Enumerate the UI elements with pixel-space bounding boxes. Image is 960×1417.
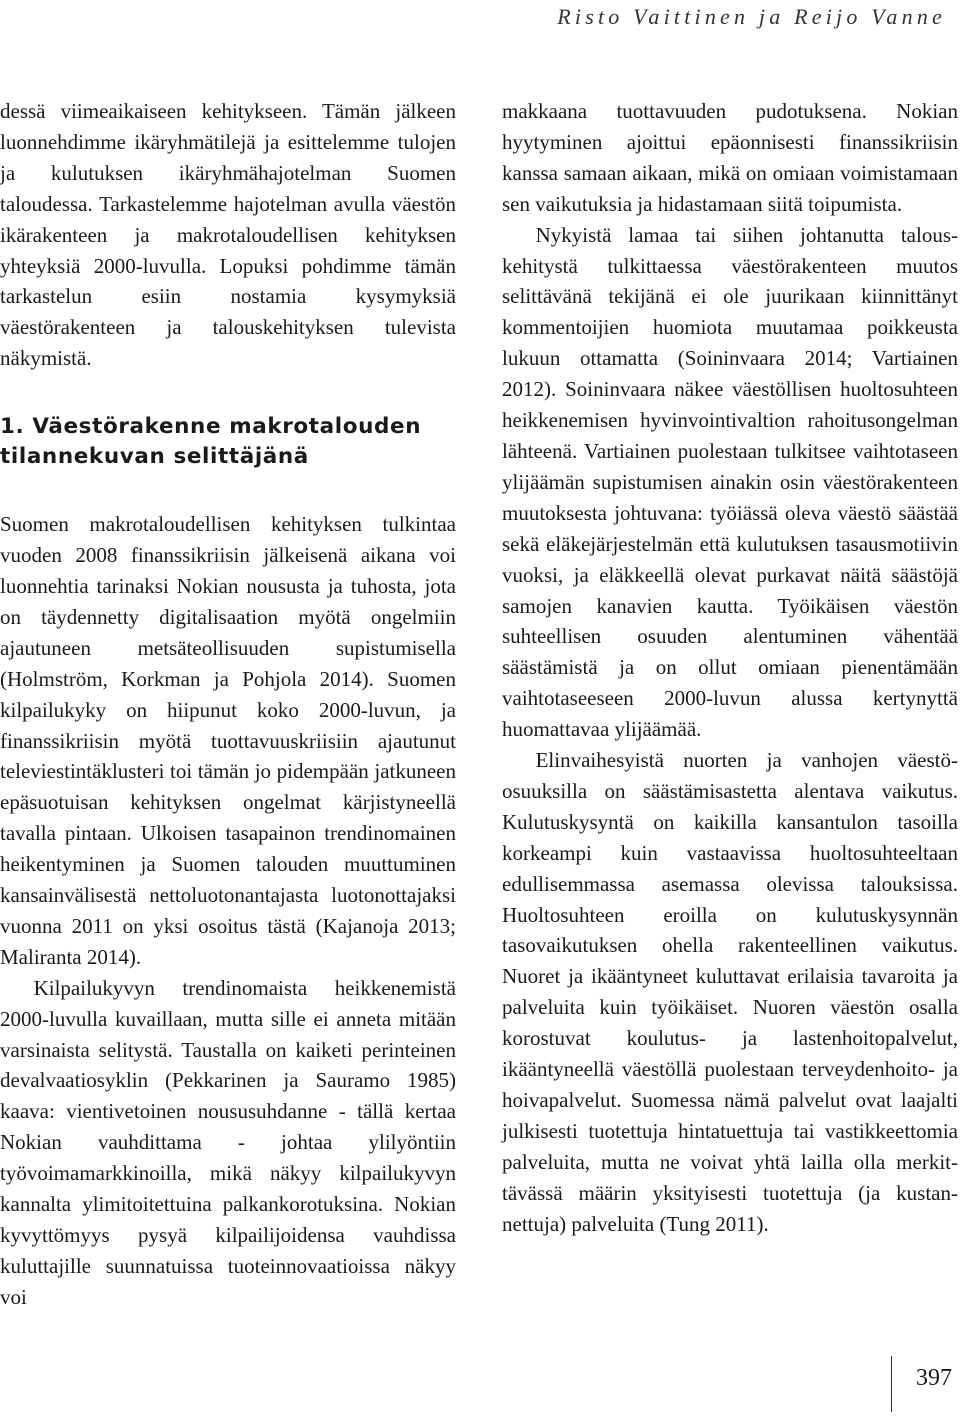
footer-divider [891,1356,892,1412]
right-column [502,96,958,1240]
body-paragraph: makkaana tuottavuuden pudotuksena. Nokian hyytyminen ajoittui epäonnisesti finanssikriisin kanssa samaan aikaan, mikä on omiaan voimistamaan sen vaikutuksia ja hidastamaan siitä toipumista. [502,99,958,216]
body-paragraph: Elinvaihesyistä nuorten ja vanhojen väestöosuuksilla on säästämisastetta alentava vaikutus. Kulutuskysyntä on kaikilla kansantulon tasoilla korkeampi kuin vastaavissa huoltosuhteeltaan edullisemmassa asemassa olevissa talouksissa. Huoltosuhteen eroilla on kulutuskysynnän tasovaikutuksen ohella rakenteellinen vaikutus. Nuoret ja ikääntyneet kuluttavat erilaisia tavaroita ja palveluita kuin työikäiset. Nuoren väestön osalla korostuvat koulutus- ja lastenhoitopalvelut, ikääntyneellä väestöllä puolestaan terveydenhoito- ja hoivapalvelut. Suomessa nämä palvelut ovat laajalti julkisesti tuotettuja hintatuettuja tai vastikkeettomia palveluita, mutta ne voivat yhtä lailla olla merkittävässä määrin yksityisesti tuotettuja (ja kustannettuja) palveluita (Tung 2011). [502,748,958,1236]
section-title: Väestörakenne makrotalouden tilannekuvan selittäjänä [0,414,422,469]
running-head-authors: Risto Vaittinen ja Reijo Vanne [557,4,946,29]
section-number: 1. [0,414,25,440]
left-column [0,96,456,1313]
intro-paragraph: dessä viimeaikaiseen kehitykseen. Tämän jälkeen luonnehdimme ikäryhmätilejä ja esittelemme tulojen ja kulutuksen ikäryhmähajotelman Suomen taloudessa. Tarkastelemme hajotelman avulla väestön ikärakenteen ja makrotaloudellisen kehityksen yhteyksiä 2000-luvulla. Lopuksi pohdimme tämän tarkastelun esiin nostamia kysymyksiä väestörakenteen ja talouskehityksen tulevista näkymistä. [0,99,456,371]
body-paragraph: Kilpailukyvyn trendinomaista heikkenemistä 2000-luvulla kuvaillaan, mutta sille ei anneta mitään varsinaista selitystä. Taustalla on kaiketi perinteinen devalvaatiosyklin (Pekkarinen ja Sauramo 1985) kaava: vientivetoinen noususuhdanne - tällä kertaa Nokian vauhdittama - johtaa ylilyöntiin työvoimamarkkinoilla, mikä näkyy kilpailukyvyn kannalta ylimitoitettuina palkankorotuksina. Nokian kyvyttömyys pysyä kilpailijoidensa vauhdissa kuluttajille suunnatuissa tuoteinnovaatioissa näkyy voi [0,975,456,1309]
section-heading [0,412,456,471]
body-paragraph: Nykyistä lamaa tai siihen johtanutta talouskehitystä tulkittaessa väestörakenteen muutos selittävänä tekijänä ei ole juurikaan kiinnittänyt kommentoijien huomiota muutamaa poikkeusta lukuun ottamatta (Soininvaara 2014; Vartiainen 2012). Soininvaara näkee väestöllisen huoltosuhteen heikkenemisen hyvinvointivaltion rahoitusongelman lähteenä. Vartiainen puolestaan tulkitsee vaihtotaseen ylijäämän supistumisen ainakin osin väestörakenteen muutoksesta johtuvana: työiässä oleva väestö säästää sekä eläkejärjestelmän että kulutuksen tasausmotiivin vuoksi, ja eläkkeellä olevat purkavat näitä säästöjä samojen kanavien kautta. Työikäisen väestön suhteellisen osuuden alentuminen vähentää säästämistä ja on ollut omiaan pienentämään vaihtotaseeseen 2000-luvun alussa kertynyttä huomattavaa ylijäämää. [502,222,958,742]
page-number: 397 [916,1365,952,1391]
body-paragraph: Suomen makrotaloudellisen kehityksen tulkintaa vuoden 2008 finanssikriisin jälkeisenä aikana voi luonnehtia tarinaksi Nokian noususta ja tuhosta, jota on täydennetty digitalisaation myötä ongelmiin ajautuneen metsäteollisuuden supistumisella (Holmström, Korkman ja Pohjola 2014). Suomen kilpailukyky on hiipunut koko 2000-luvun, ja finanssikriisin myötä tuottavuuskriisiin ajautunut televiestintäklusteri toi tämän jo pidempään jatkuneen epäsuotuisan kehityksen ongelmat kärjistyneellä tavalla pintaan. Ulkoisen tasapainon trendinomainen heikentyminen ja Suomen talouden muuttuminen kansainvälisestä nettoluotonantajasta luotonottajaksi vuonna 2011 on yksi osoitus tästä (Kajanoja 2013; Maliranta 2014). [0,512,456,969]
